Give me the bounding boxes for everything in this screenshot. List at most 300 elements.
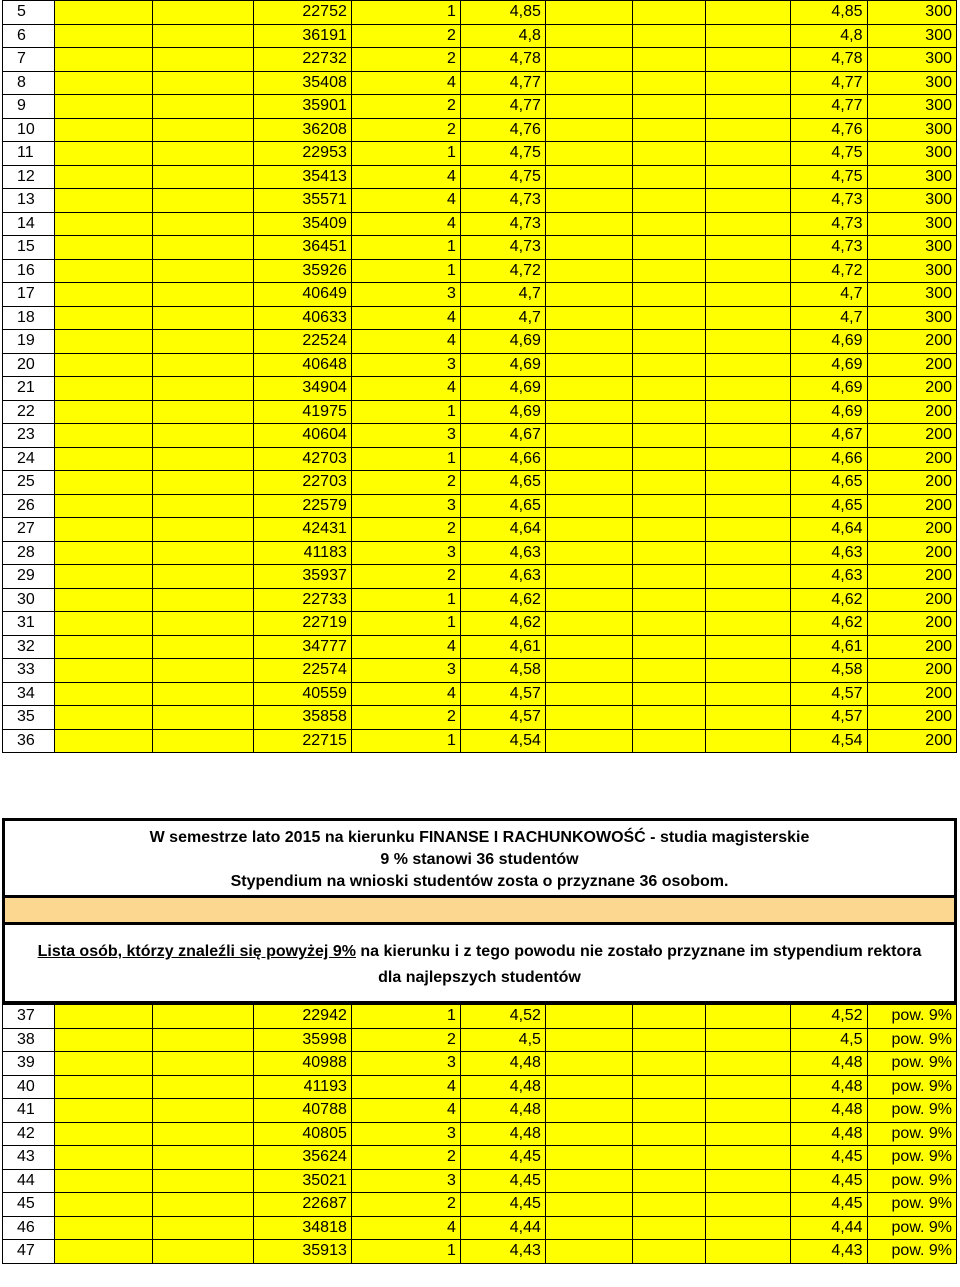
empty-cell: [153, 1005, 253, 1029]
empty-cell: [153, 541, 253, 565]
empty-cell: [633, 24, 706, 48]
study-year: 2: [351, 706, 460, 730]
grade-average-final: 4,78: [791, 48, 867, 72]
empty-cell: [706, 142, 791, 166]
grade-average: 4,54: [460, 729, 545, 753]
empty-cell: [706, 165, 791, 189]
scholarship-amount: 300: [867, 306, 956, 330]
row-number: 11: [3, 142, 55, 166]
empty-cell: [633, 330, 706, 354]
summary-line-1: W semestrze lato 2015 na kierunku FINANSE I RACHUNKOWOŚĆ - studia magisterskie: [149, 829, 810, 846]
grade-average: 4,57: [460, 682, 545, 706]
grade-average-final: 4,65: [791, 471, 867, 495]
empty-cell: [706, 1005, 791, 1029]
row-number: 15: [3, 236, 55, 260]
table-row: [3, 1052, 957, 1076]
grade-average: 4,62: [460, 612, 545, 636]
scholarship-amount: pow. 9%: [867, 1028, 956, 1052]
row-number: 27: [3, 518, 55, 542]
empty-cell: [545, 259, 632, 283]
note-line-1: [5, 939, 954, 965]
empty-cell: [633, 1169, 706, 1193]
empty-cell: [633, 400, 706, 424]
row-number: 25: [3, 471, 55, 495]
empty-cell: [545, 118, 632, 142]
table-row: [3, 682, 957, 706]
empty-cell: [706, 236, 791, 260]
grade-average-final: 4,8: [791, 24, 867, 48]
row-number: 22: [3, 400, 55, 424]
empty-cell: [706, 1240, 791, 1264]
empty-cell: [153, 1028, 253, 1052]
empty-cell: [706, 494, 791, 518]
empty-cell: [633, 682, 706, 706]
empty-cell: [55, 189, 153, 213]
student-id: 35571: [253, 189, 351, 213]
empty-cell: [153, 306, 253, 330]
study-year: 4: [351, 306, 460, 330]
empty-cell: [153, 565, 253, 589]
empty-cell: [153, 400, 253, 424]
empty-cell: [153, 588, 253, 612]
grade-average: 4,75: [460, 165, 545, 189]
empty-cell: [706, 447, 791, 471]
empty-cell: [55, 471, 153, 495]
scholarship-amount: 300: [867, 48, 956, 72]
empty-cell: [153, 494, 253, 518]
study-year: 3: [351, 1052, 460, 1076]
empty-cell: [55, 1122, 153, 1146]
grade-average-final: 4,63: [791, 541, 867, 565]
empty-cell: [545, 1122, 632, 1146]
empty-cell: [545, 612, 632, 636]
grade-average: 4,69: [460, 400, 545, 424]
empty-cell: [633, 259, 706, 283]
study-year: 2: [351, 565, 460, 589]
scholarship-amount: pow. 9%: [867, 1240, 956, 1264]
empty-cell: [633, 518, 706, 542]
row-number: 47: [3, 1240, 55, 1264]
student-id: 40805: [253, 1122, 351, 1146]
empty-cell: [55, 306, 153, 330]
empty-cell: [545, 236, 632, 260]
row-number: 41: [3, 1099, 55, 1123]
table-row: [3, 236, 957, 260]
ranking-table-bottom: [2, 1004, 957, 1264]
row-number: 35: [3, 706, 55, 730]
empty-cell: [153, 212, 253, 236]
grade-average: 4,48: [460, 1075, 545, 1099]
empty-cell: [153, 447, 253, 471]
grade-average-final: 4,48: [791, 1075, 867, 1099]
empty-cell: [633, 165, 706, 189]
student-id: 35937: [253, 565, 351, 589]
study-year: 4: [351, 635, 460, 659]
empty-cell: [706, 259, 791, 283]
grade-average: 4,73: [460, 236, 545, 260]
empty-cell: [55, 682, 153, 706]
table-row: [3, 283, 957, 307]
table-row: [3, 1, 957, 25]
empty-cell: [633, 706, 706, 730]
study-year: 3: [351, 541, 460, 565]
grade-average-final: 4,69: [791, 353, 867, 377]
empty-cell: [153, 612, 253, 636]
separator-band: [2, 898, 957, 922]
scholarship-amount: 200: [867, 377, 956, 401]
student-id: 35624: [253, 1146, 351, 1170]
empty-cell: [545, 1216, 632, 1240]
student-id: 36191: [253, 24, 351, 48]
empty-cell: [153, 236, 253, 260]
student-id: 40604: [253, 424, 351, 448]
empty-cell: [706, 612, 791, 636]
student-id: 22752: [253, 1, 351, 25]
empty-cell: [55, 71, 153, 95]
student-id: 22719: [253, 612, 351, 636]
study-year: 1: [351, 400, 460, 424]
empty-cell: [153, 424, 253, 448]
empty-cell: [55, 1146, 153, 1170]
empty-cell: [706, 1028, 791, 1052]
empty-cell: [633, 494, 706, 518]
empty-cell: [633, 1099, 706, 1123]
grade-average-final: 4,66: [791, 447, 867, 471]
grade-average: 4,65: [460, 494, 545, 518]
empty-cell: [706, 330, 791, 354]
student-id: 35913: [253, 1240, 351, 1264]
empty-cell: [706, 1193, 791, 1217]
scholarship-amount: 200: [867, 612, 956, 636]
table-row: [3, 471, 957, 495]
scholarship-amount: 300: [867, 118, 956, 142]
empty-cell: [633, 1193, 706, 1217]
empty-cell: [545, 306, 632, 330]
empty-cell: [153, 471, 253, 495]
table-row: [3, 71, 957, 95]
grade-average: 4,48: [460, 1099, 545, 1123]
table-row: [3, 1146, 957, 1170]
grade-average-final: 4,75: [791, 165, 867, 189]
empty-cell: [545, 189, 632, 213]
student-id: 40649: [253, 283, 351, 307]
table-row: [3, 494, 957, 518]
scholarship-amount: 200: [867, 330, 956, 354]
empty-cell: [633, 71, 706, 95]
empty-cell: [706, 189, 791, 213]
empty-cell: [55, 1075, 153, 1099]
empty-cell: [153, 48, 253, 72]
row-number: 40: [3, 1075, 55, 1099]
table-row: [3, 447, 957, 471]
student-id: 36451: [253, 236, 351, 260]
empty-cell: [633, 659, 706, 683]
empty-cell: [55, 95, 153, 119]
empty-cell: [545, 95, 632, 119]
empty-cell: [153, 659, 253, 683]
empty-cell: [545, 1052, 632, 1076]
study-year: 1: [351, 1, 460, 25]
empty-cell: [545, 635, 632, 659]
study-year: 4: [351, 1075, 460, 1099]
table-row: [3, 400, 957, 424]
empty-cell: [153, 1146, 253, 1170]
student-id: 40788: [253, 1099, 351, 1123]
row-number: 44: [3, 1169, 55, 1193]
note-line-2: dla najlepszych studentów: [378, 969, 581, 986]
grade-average-final: 4,64: [791, 518, 867, 542]
study-year: 3: [351, 424, 460, 448]
empty-cell: [545, 1146, 632, 1170]
empty-cell: [55, 165, 153, 189]
empty-cell: [706, 706, 791, 730]
student-id: 22715: [253, 729, 351, 753]
empty-cell: [545, 471, 632, 495]
empty-cell: [633, 541, 706, 565]
empty-cell: [545, 1075, 632, 1099]
table-row: [3, 1169, 957, 1193]
empty-cell: [55, 729, 153, 753]
empty-cell: [706, 400, 791, 424]
grade-average-final: 4,77: [791, 95, 867, 119]
scholarship-amount: 300: [867, 71, 956, 95]
empty-cell: [55, 588, 153, 612]
row-number: 34: [3, 682, 55, 706]
table-row: [3, 259, 957, 283]
student-id: 22574: [253, 659, 351, 683]
table-row: [3, 612, 957, 636]
empty-cell: [633, 588, 706, 612]
empty-cell: [545, 424, 632, 448]
empty-cell: [55, 1005, 153, 1029]
grade-average: 4,58: [460, 659, 545, 683]
student-id: 40988: [253, 1052, 351, 1076]
student-id: 22733: [253, 588, 351, 612]
grade-average-final: 4,69: [791, 330, 867, 354]
empty-cell: [153, 189, 253, 213]
grade-average: 4,72: [460, 259, 545, 283]
row-number: 10: [3, 118, 55, 142]
row-number: 9: [3, 95, 55, 119]
grade-average-final: 4,48: [791, 1099, 867, 1123]
study-year: 1: [351, 447, 460, 471]
scholarship-amount: pow. 9%: [867, 1005, 956, 1029]
empty-cell: [706, 1146, 791, 1170]
grade-average-final: 4,45: [791, 1169, 867, 1193]
row-number: 43: [3, 1146, 55, 1170]
study-year: 2: [351, 118, 460, 142]
row-number: 17: [3, 283, 55, 307]
empty-cell: [633, 565, 706, 589]
student-id: 35998: [253, 1028, 351, 1052]
empty-cell: [545, 659, 632, 683]
grade-average: 4,7: [460, 283, 545, 307]
empty-cell: [633, 1122, 706, 1146]
empty-cell: [153, 706, 253, 730]
empty-cell: [545, 682, 632, 706]
row-number: 39: [3, 1052, 55, 1076]
grade-average-final: 4,69: [791, 377, 867, 401]
row-number: 18: [3, 306, 55, 330]
empty-cell: [706, 1099, 791, 1123]
study-year: 4: [351, 1216, 460, 1240]
study-year: 1: [351, 1005, 460, 1029]
student-id: 22732: [253, 48, 351, 72]
empty-cell: [706, 283, 791, 307]
empty-cell: [153, 283, 253, 307]
grade-average: 4,45: [460, 1169, 545, 1193]
empty-cell: [153, 729, 253, 753]
student-id: 40559: [253, 682, 351, 706]
empty-cell: [55, 400, 153, 424]
empty-cell: [545, 588, 632, 612]
row-number: 13: [3, 189, 55, 213]
table-row: [3, 424, 957, 448]
scholarship-amount: pow. 9%: [867, 1169, 956, 1193]
empty-cell: [153, 1, 253, 25]
empty-cell: [545, 71, 632, 95]
empty-cell: [633, 1216, 706, 1240]
empty-cell: [55, 236, 153, 260]
table-row: [3, 165, 957, 189]
note-rest: na kierunku i z tego powodu nie zostało przyznane im stypendium rektora: [355, 943, 922, 960]
grade-average: 4,75: [460, 142, 545, 166]
student-id: 35408: [253, 71, 351, 95]
grade-average-final: 4,63: [791, 565, 867, 589]
table-row: [3, 541, 957, 565]
grade-average: 4,52: [460, 1005, 545, 1029]
table-row: [3, 306, 957, 330]
empty-cell: [706, 588, 791, 612]
empty-cell: [153, 377, 253, 401]
scholarship-amount: 200: [867, 565, 956, 589]
row-number: 31: [3, 612, 55, 636]
empty-cell: [706, 635, 791, 659]
row-number: 38: [3, 1028, 55, 1052]
empty-cell: [545, 330, 632, 354]
student-id: 35021: [253, 1169, 351, 1193]
grade-average-final: 4,62: [791, 612, 867, 636]
empty-cell: [706, 518, 791, 542]
student-id: 22942: [253, 1005, 351, 1029]
grade-average-final: 4,7: [791, 306, 867, 330]
table-row: [3, 330, 957, 354]
study-year: 1: [351, 236, 460, 260]
empty-cell: [633, 212, 706, 236]
study-year: 3: [351, 1122, 460, 1146]
empty-cell: [545, 353, 632, 377]
study-year: 2: [351, 518, 460, 542]
study-year: 4: [351, 212, 460, 236]
table-row: [3, 1122, 957, 1146]
student-id: 34777: [253, 635, 351, 659]
empty-cell: [633, 1028, 706, 1052]
scholarship-amount: 200: [867, 706, 956, 730]
empty-cell: [153, 1240, 253, 1264]
grade-average: 4,48: [460, 1052, 545, 1076]
row-number: 24: [3, 447, 55, 471]
grade-average-final: 4,67: [791, 424, 867, 448]
table-row: [3, 95, 957, 119]
empty-cell: [545, 283, 632, 307]
empty-cell: [706, 24, 791, 48]
study-year: 2: [351, 48, 460, 72]
scholarship-amount: 200: [867, 447, 956, 471]
empty-cell: [706, 729, 791, 753]
student-id: 41193: [253, 1075, 351, 1099]
grade-average-final: 4,54: [791, 729, 867, 753]
scholarship-amount: 300: [867, 259, 956, 283]
grade-average-final: 4,58: [791, 659, 867, 683]
ranking-table-top: [2, 0, 957, 753]
grade-average: 4,43: [460, 1240, 545, 1264]
grade-average: 4,63: [460, 541, 545, 565]
empty-cell: [153, 95, 253, 119]
table-row: [3, 24, 957, 48]
grade-average-final: 4,48: [791, 1052, 867, 1076]
empty-cell: [633, 1146, 706, 1170]
scholarship-amount: 300: [867, 1, 956, 25]
grade-average-final: 4,62: [791, 588, 867, 612]
empty-cell: [55, 259, 153, 283]
empty-cell: [153, 682, 253, 706]
scholarship-amount: 200: [867, 541, 956, 565]
student-id: 35858: [253, 706, 351, 730]
table-row: [3, 142, 957, 166]
row-number: 5: [3, 1, 55, 25]
scholarship-amount: 200: [867, 400, 956, 424]
ranking-table-top-body: [3, 1, 957, 753]
row-number: 12: [3, 165, 55, 189]
note-underlined: Lista osób, którzy znaleźli się powyżej 9%: [37, 943, 356, 960]
grade-average: 4,69: [460, 330, 545, 354]
grade-average: 4,5: [460, 1028, 545, 1052]
student-id: 41183: [253, 541, 351, 565]
empty-cell: [706, 1169, 791, 1193]
empty-cell: [153, 1193, 253, 1217]
row-number: 33: [3, 659, 55, 683]
empty-cell: [545, 165, 632, 189]
empty-cell: [55, 48, 153, 72]
empty-cell: [633, 306, 706, 330]
study-year: 2: [351, 95, 460, 119]
scholarship-amount: pow. 9%: [867, 1193, 956, 1217]
empty-cell: [706, 659, 791, 683]
study-year: 4: [351, 682, 460, 706]
empty-cell: [633, 118, 706, 142]
grade-average-final: 4,45: [791, 1193, 867, 1217]
empty-cell: [545, 377, 632, 401]
study-year: 4: [351, 165, 460, 189]
student-id: 42703: [253, 447, 351, 471]
grade-average: 4,77: [460, 71, 545, 95]
empty-cell: [545, 1240, 632, 1264]
row-number: 28: [3, 541, 55, 565]
empty-cell: [545, 1028, 632, 1052]
table-row: [3, 1005, 957, 1029]
empty-cell: [55, 541, 153, 565]
grade-average-final: 4,43: [791, 1240, 867, 1264]
empty-cell: [706, 95, 791, 119]
scholarship-amount: pow. 9%: [867, 1075, 956, 1099]
empty-cell: [153, 259, 253, 283]
empty-cell: [55, 1028, 153, 1052]
empty-cell: [153, 118, 253, 142]
empty-cell: [153, 518, 253, 542]
table-row: [3, 1193, 957, 1217]
summary-box: [2, 818, 957, 898]
table-row: [3, 588, 957, 612]
